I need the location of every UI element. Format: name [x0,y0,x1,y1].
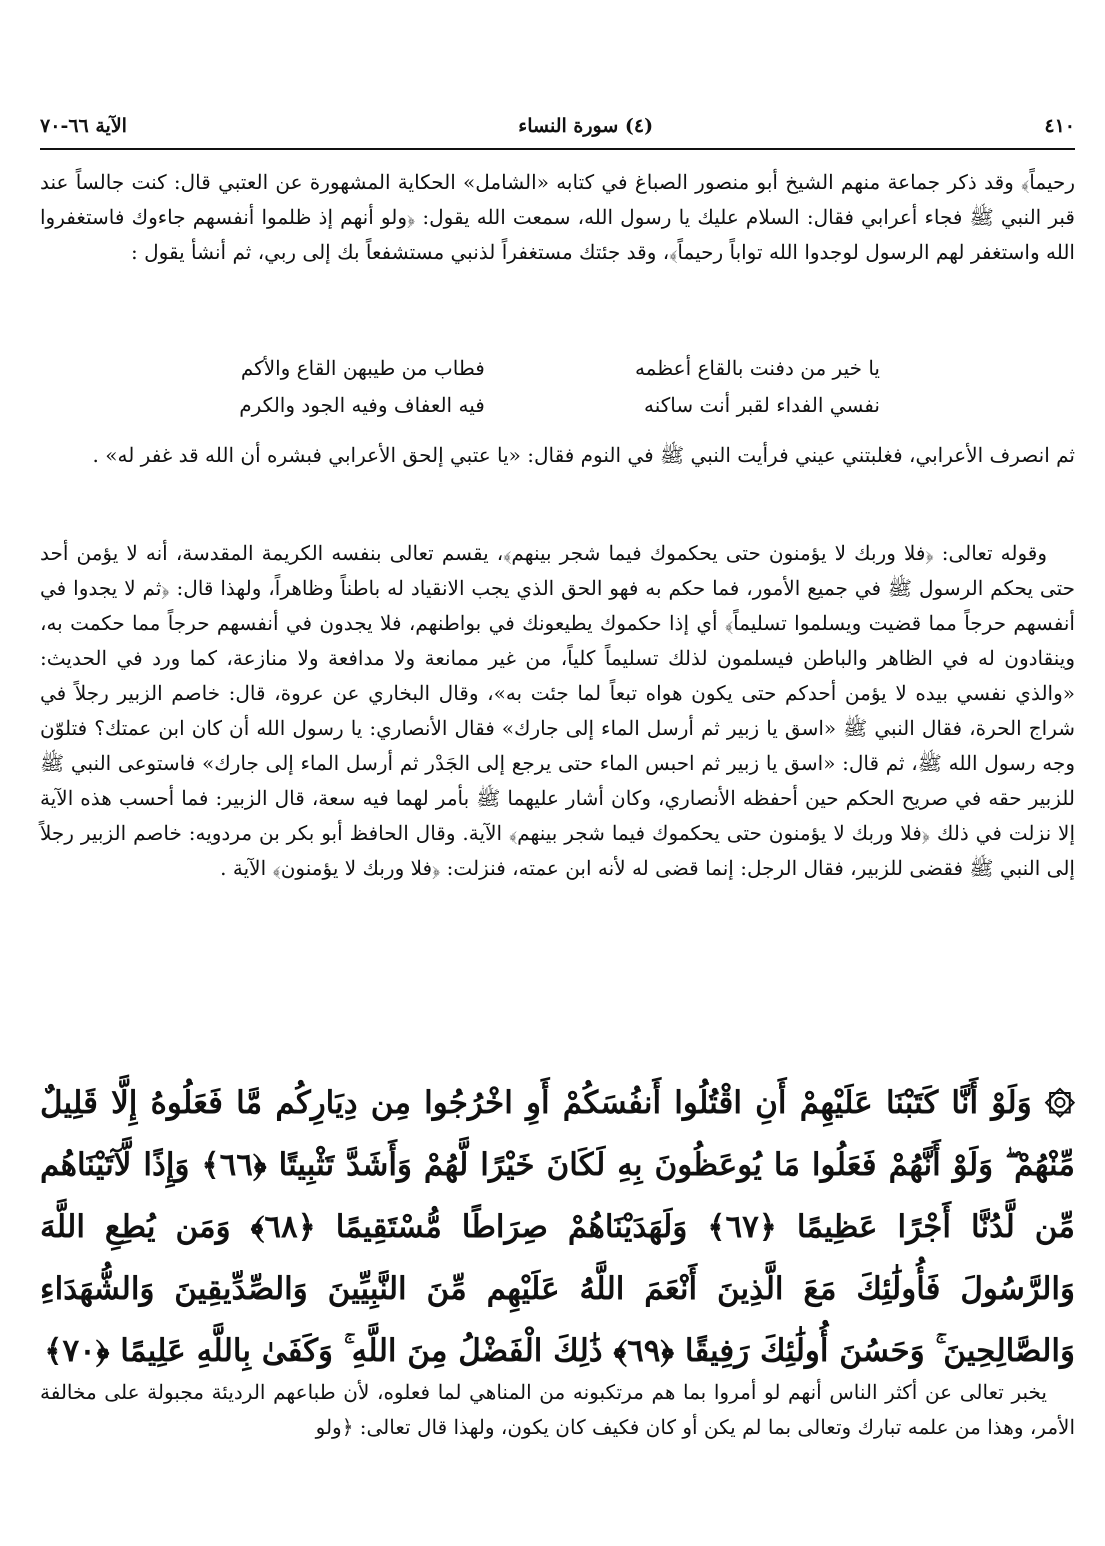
text-block-1 [40,165,1075,270]
paragraph: رحيماً﴾ وقد ذكر جماعة منهم الشيخ أبو منصور الصباغ في كتابه «الشامل» الحكاية المشهورة عن العتبي قال: كنت جالساً عند قبر النبي ﷺ فجاء أعرابي فقال: السلام عليك يا رسول الله، سمعت الله يقول: ﴿ولو أنهم إذ ظلموا أنفسهم جاءوك فاستغفروا الله واستغفر لهم الرسول لوجدوا الله تواباً رحيماً﴾، وقد جئتك مستغفراً لذنبي مستشفعاً بك إلى ربي، ثم أنشأ يقول : [40,170,1075,264]
text-block-2 [40,438,1075,473]
verse-second-hemistich: فيه العفاف وفيه الجود والكرم [239,393,485,417]
ayah-range: الآية ٦٦-٧٠ [40,115,127,137]
paragraph: ثم انصرف الأعرابي، فغلبتني عيني فرأيت النبي ﷺ في النوم فقال: «يا عتبي إلحق الأعرابي فبشره أن الله قد غفر له» . [92,443,1075,467]
verse-first-hemistich: نفسي الفداء لقبر أنت ساكنه [643,393,880,417]
surah-title: (٤) سورة النساء [518,115,654,137]
header-rule [40,148,1075,150]
poem-verse [120,350,880,387]
text-block-4 [40,1375,1075,1445]
paragraph: يخبر تعالى عن أكثر الناس أنهم لو أمروا بما هم مرتكبونه من المناهي لما فعلوه، لأن طباعهم الرديئة مجبولة على مخالفة الأمر، وهذا من علمه تبارك وتعالى بما لم يكن أو كان فكيف كان يكون، ولهذا قال تعالى: ﴿ولو [40,1380,1075,1439]
text-block-3 [40,536,1075,886]
paragraph: وقوله تعالى: ﴿فلا وربك لا يؤمنون حتى يحكموك فيما شجر بينهم﴾، يقسم تعالى بنفسه الكريمة المقدسة، أنه لا يؤمن أحد حتى يحكم الرسول ﷺ في جميع الأمور، فما حكم به فهو الحق الذي يجب الانقياد له باطناً وظاهراً، ولهذا قال: ﴿ثم لا يجدوا في أنفسهم حرجاً مما قضيت ويسلموا تسليماً﴾ أي إذا حكموك يطيعونك في بواطنهم، فلا يجدون في أنفسهم حرجاً مما حكمت به، وينقادون له في الظاهر والباطن فيسلمون لذلك تسليماً كلياً، من غير ممانعة ولا مدافعة ولا منازعة، كما ورد في الحديث: «والذي نفسي بيده لا يؤمن أحدكم حتى يكون هواه تبعاً لما جئت به»، وقال البخاري عن عروة، قال: خاصم الزبير رجلاً في شراج الحرة، فقال النبي ﷺ «اسق يا زبير ثم أرسل الماء إلى جارك» فقال الأنصاري: يا رسول الله أن كان ابن عمتك؟ فتلوّن وجه رسول الله ﷺ، ثم قال: «اسق يا زبير ثم احبس الماء حتى يرجع إلى الجَدْر ثم أرسل الماء إلى جارك» فاستوعى النبي ﷺ للزبير حقه في صريح الحكم حين أحفظه الأنصاري، وكان أشار عليهما ﷺ بأمر لهما فيه سعة، قال الزبير: فما أحسب هذه الآية إلا نزلت في ذلك ﴿فلا وربك لا يؤمنون حتى يحكموك فيما شجر بينهم﴾ الآية. وقال الحافظ أبو بكر بن مردويه: خاصم الزبير رجلاً إلى النبي ﷺ فقضى للزبير، فقال الرجل: إنما قضى له لأنه ابن عمته، فنزلت: ﴿فلا وربك لا يؤمنون﴾ الآية . [40,541,1075,880]
verse-first-hemistich: يا خير من دفنت بالقاع أعظمه [634,356,880,380]
running-header [40,108,1075,144]
poem-verse [120,387,880,424]
verse-second-hemistich: فطاب من طيبهن القاع والأكم [240,356,485,380]
quran-verses: ۞ وَلَوْ أَنَّا كَتَبْنَا عَلَيْهِمْ أَنِ اقْتُلُوا أَنفُسَكُمْ أَوِ اخْرُجُوا مِن دِيَارِكُم مَّا فَعَلُوهُ إِلَّا قَلِيلٌ مِّنْهُمْ ۖ وَلَوْ أَنَّهُمْ فَعَلُوا مَا يُوعَظُونَ بِهِ لَكَانَ خَيْرًا لَّهُمْ وَأَشَدَّ تَثْبِيتًا ﴿٦٦﴾ وَإِذًا لَّآتَيْنَاهُم مِّن لَّدُنَّا أَجْرًا عَظِيمًا ﴿٦٧﴾ وَلَهَدَيْنَاهُمْ صِرَاطًا مُّسْتَقِيمًا ﴿٦٨﴾ وَمَن يُطِعِ اللَّهَ وَالرَّسُولَ فَأُولَٰئِكَ مَعَ الَّذِينَ أَنْعَمَ اللَّهُ عَلَيْهِم مِّنَ النَّبِيِّينَ وَالصِّدِّيقِينَ وَالشُّهَدَاءِ وَالصَّالِحِينَ ۚ وَحَسُنَ أُولَٰئِكَ رَفِيقًا ﴿٦٩﴾ ذَٰلِكَ الْفَضْلُ مِنَ اللَّهِ ۚ وَكَفَىٰ بِاللَّهِ عَلِيمًا ﴿٧٠﴾ [40,1085,1075,1369]
poem [120,350,880,424]
page-number: ٤١٠ [1044,115,1075,137]
